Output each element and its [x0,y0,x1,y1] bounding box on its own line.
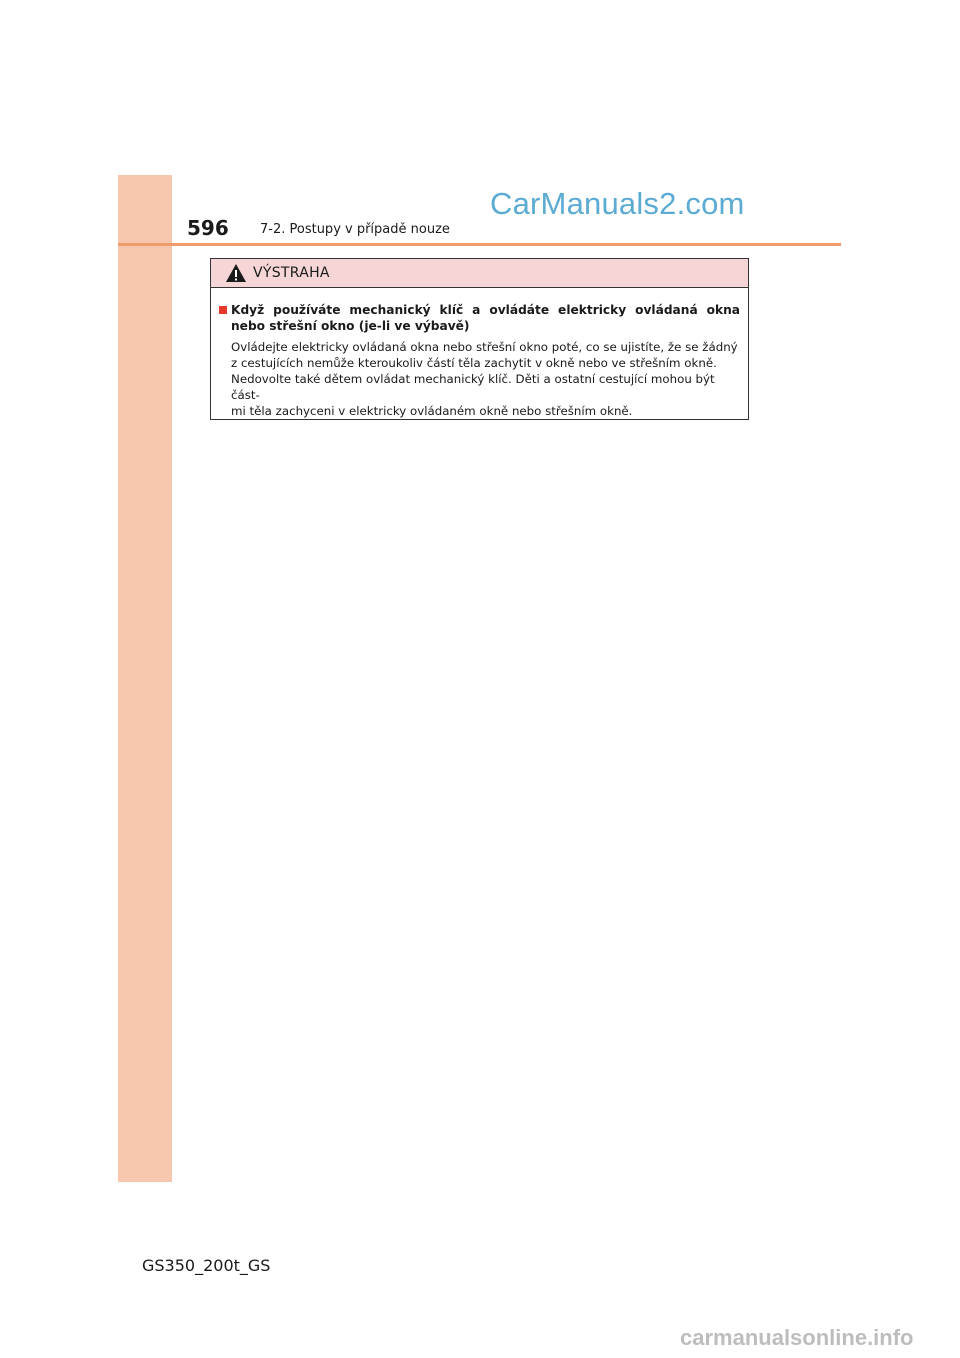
watermark-bottom: carmanualsonline.info [680,1325,914,1350]
section-title: 7-2. Postupy v případě nouze [260,222,450,237]
warning-triangle-icon [225,263,247,283]
chapter-side-bar [118,175,172,1182]
warning-text-line: mi těla zachyceni v elektricky ovládaném okně nebo střešním okně. [231,404,633,418]
footer-model: GS350_200t_GS [142,1256,271,1275]
warning-body [211,288,748,419]
warning-label: VÝSTRAHA [253,265,330,281]
warning-item-heading-text: Když používáte mechanický klíč a ovládáte elektricky ovládaná okna nebo střešní okno (je-li ve výbavě) [231,303,740,333]
watermark-top: CarManuals2.com [490,186,745,221]
warning-item-text [231,339,745,419]
bullet-square-icon [219,306,227,314]
header-rule [118,243,841,246]
warning-text-line: Ovládejte elektricky ovládaná okna nebo střešní okno poté, co se ujistíte, že se žádný [231,340,738,354]
warning-header [211,259,748,288]
warning-text-line: Nedovolte také dětem ovládat mechanický klíč. Děti a ostatní cestující mohou být část- [231,372,715,402]
warning-box [210,258,749,420]
page-number: 596 [187,216,229,240]
warning-text-line: z cestujících nemůže kteroukoliv částí těla zachytit v okně nebo ve střešním okně. [231,356,717,370]
warning-item-heading [219,302,740,334]
